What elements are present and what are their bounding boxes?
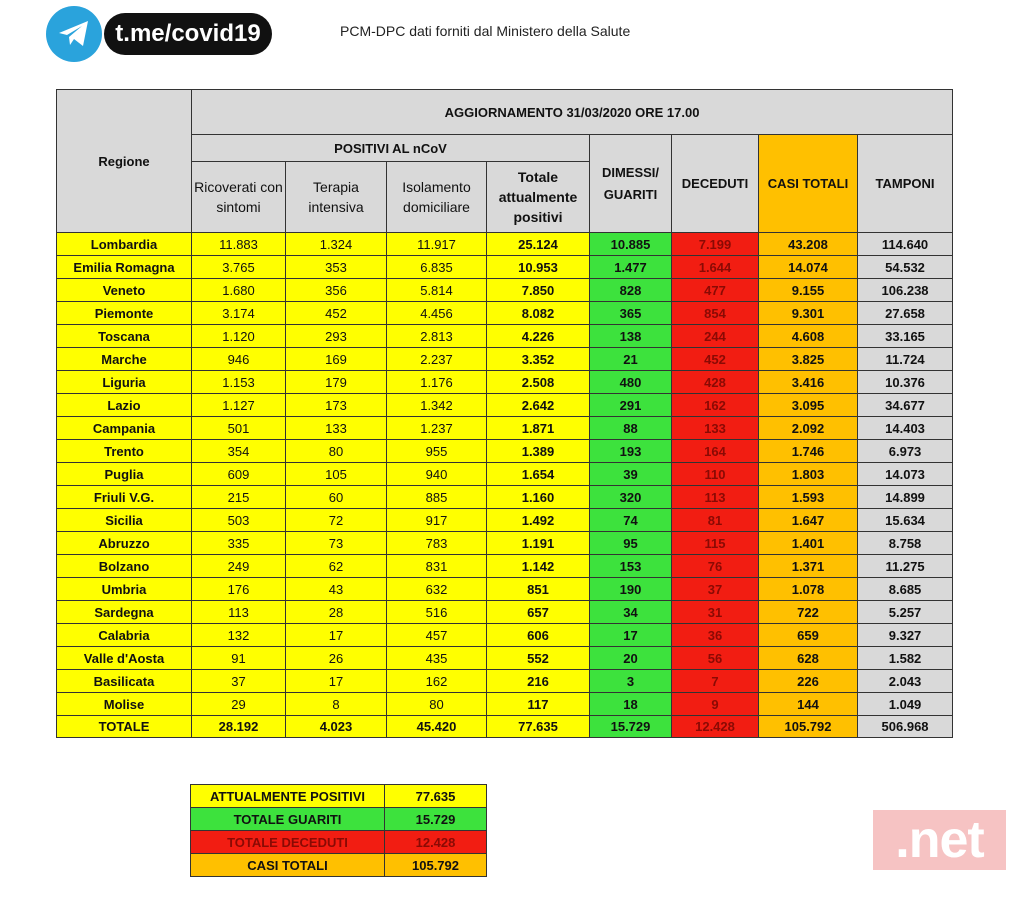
- cell-ricoverati: 1.120: [192, 325, 286, 348]
- cell-tamponi: 11.724: [858, 348, 953, 371]
- cell-deceduti: 36: [672, 624, 759, 647]
- cell-dimessi: 34: [590, 601, 672, 624]
- cell-regione: Emilia Romagna: [57, 256, 192, 279]
- cell-casi-totali: 1.647: [759, 509, 858, 532]
- table-row: [57, 371, 953, 394]
- cell-totale-positivi: 10.953: [487, 256, 590, 279]
- cell-totale-positivi: 216: [487, 670, 590, 693]
- cell-isolamento: 1.176: [387, 371, 487, 394]
- cell-tamponi: 8.758: [858, 532, 953, 555]
- cell-terapia: 105: [286, 463, 387, 486]
- cell-regione: Basilicata: [57, 670, 192, 693]
- cell-deceduti: 1.644: [672, 256, 759, 279]
- cell-totale-positivi: 851: [487, 578, 590, 601]
- cell-casi-totali: 226: [759, 670, 858, 693]
- cell-deceduti: 164: [672, 440, 759, 463]
- cell-terapia: 72: [286, 509, 387, 532]
- summary-value: 105.792: [385, 854, 487, 877]
- total-cell-ricoverati: 28.192: [192, 716, 286, 738]
- cell-deceduti: 115: [672, 532, 759, 555]
- cell-regione: Lombardia: [57, 233, 192, 256]
- channel-handle[interactable]: t.me/covid19: [104, 13, 272, 55]
- table-row: [57, 509, 953, 532]
- total-cell-totale-positivi: 77.635: [487, 716, 590, 738]
- table-row: [57, 578, 953, 601]
- summary-value: 77.635: [385, 785, 487, 808]
- cell-terapia: 80: [286, 440, 387, 463]
- source-caption: PCM-DPC dati forniti dal Ministero della Salute: [340, 23, 631, 39]
- table-row: [57, 693, 953, 716]
- cell-tamponi: 33.165: [858, 325, 953, 348]
- cell-deceduti: 7.199: [672, 233, 759, 256]
- cell-isolamento: 940: [387, 463, 487, 486]
- cell-deceduti: 81: [672, 509, 759, 532]
- cell-totale-positivi: 8.082: [487, 302, 590, 325]
- cell-isolamento: 632: [387, 578, 487, 601]
- cell-isolamento: 6.835: [387, 256, 487, 279]
- summary-value: 12.428: [385, 831, 487, 854]
- cell-regione: Liguria: [57, 371, 192, 394]
- cell-dimessi: 153: [590, 555, 672, 578]
- header-casi-totali: CASI TOTALI: [759, 135, 858, 233]
- cell-dimessi: 828: [590, 279, 672, 302]
- cell-ricoverati: 354: [192, 440, 286, 463]
- table-row: [57, 233, 953, 256]
- cell-ricoverati: 11.883: [192, 233, 286, 256]
- cell-regione: Veneto: [57, 279, 192, 302]
- cell-terapia: 1.324: [286, 233, 387, 256]
- cell-ricoverati: 3.174: [192, 302, 286, 325]
- cell-terapia: 452: [286, 302, 387, 325]
- cell-dimessi: 88: [590, 417, 672, 440]
- cell-casi-totali: 4.608: [759, 325, 858, 348]
- summary-row: [191, 854, 487, 877]
- cell-ricoverati: 113: [192, 601, 286, 624]
- header-positivi-group: POSITIVI AL nCoV: [192, 135, 590, 162]
- cell-deceduti: 9: [672, 693, 759, 716]
- cell-isolamento: 4.456: [387, 302, 487, 325]
- cell-totale-positivi: 1.654: [487, 463, 590, 486]
- cell-terapia: 43: [286, 578, 387, 601]
- cell-deceduti: 428: [672, 371, 759, 394]
- cell-casi-totali: 9.155: [759, 279, 858, 302]
- cell-isolamento: 162: [387, 670, 487, 693]
- header-isolamento: Isolamento domiciliare: [387, 162, 487, 233]
- cell-totale-positivi: 117: [487, 693, 590, 716]
- cell-regione: Molise: [57, 693, 192, 716]
- cell-terapia: 169: [286, 348, 387, 371]
- cell-regione: Sicilia: [57, 509, 192, 532]
- table-row: [57, 647, 953, 670]
- header-deceduti: DECEDUTI: [672, 135, 759, 233]
- header-regione: Regione: [57, 90, 192, 233]
- cell-totale-positivi: 2.642: [487, 394, 590, 417]
- cell-deceduti: 56: [672, 647, 759, 670]
- summary-row: [191, 808, 487, 831]
- watermark: .net: [873, 810, 1006, 870]
- cell-dimessi: 138: [590, 325, 672, 348]
- table-row: [57, 624, 953, 647]
- cell-deceduti: 162: [672, 394, 759, 417]
- cell-casi-totali: 3.416: [759, 371, 858, 394]
- table-row: [57, 555, 953, 578]
- cell-ricoverati: 501: [192, 417, 286, 440]
- covid-data-table: [56, 89, 953, 738]
- cell-tamponi: 14.403: [858, 417, 953, 440]
- cell-isolamento: 435: [387, 647, 487, 670]
- cell-dimessi: 320: [590, 486, 672, 509]
- cell-totale-positivi: 1.871: [487, 417, 590, 440]
- cell-dimessi: 365: [590, 302, 672, 325]
- total-cell-terapia: 4.023: [286, 716, 387, 738]
- cell-casi-totali: 1.078: [759, 578, 858, 601]
- cell-terapia: 356: [286, 279, 387, 302]
- summary-row: [191, 785, 487, 808]
- cell-regione: Trento: [57, 440, 192, 463]
- cell-totale-positivi: 606: [487, 624, 590, 647]
- cell-deceduti: 76: [672, 555, 759, 578]
- cell-dimessi: 74: [590, 509, 672, 532]
- table-row: [57, 532, 953, 555]
- cell-tamponi: 10.376: [858, 371, 953, 394]
- cell-regione: Calabria: [57, 624, 192, 647]
- cell-terapia: 133: [286, 417, 387, 440]
- cell-ricoverati: 215: [192, 486, 286, 509]
- cell-dimessi: 1.477: [590, 256, 672, 279]
- cell-terapia: 62: [286, 555, 387, 578]
- cell-tamponi: 1.049: [858, 693, 953, 716]
- cell-casi-totali: 14.074: [759, 256, 858, 279]
- cell-terapia: 26: [286, 647, 387, 670]
- cell-ricoverati: 29: [192, 693, 286, 716]
- cell-ricoverati: 176: [192, 578, 286, 601]
- cell-ricoverati: 335: [192, 532, 286, 555]
- cell-ricoverati: 1.680: [192, 279, 286, 302]
- cell-deceduti: 113: [672, 486, 759, 509]
- summary-label: CASI TOTALI: [191, 854, 385, 877]
- cell-casi-totali: 3.095: [759, 394, 858, 417]
- total-cell-isolamento: 45.420: [387, 716, 487, 738]
- cell-terapia: 293: [286, 325, 387, 348]
- table-row: [57, 670, 953, 693]
- cell-ricoverati: 1.127: [192, 394, 286, 417]
- cell-casi-totali: 9.301: [759, 302, 858, 325]
- header-terapia: Terapia intensiva: [286, 162, 387, 233]
- cell-isolamento: 1.237: [387, 417, 487, 440]
- cell-terapia: 17: [286, 624, 387, 647]
- summary-value: 15.729: [385, 808, 487, 831]
- total-row: [57, 716, 953, 738]
- header-tamponi: TAMPONI: [858, 135, 953, 233]
- cell-dimessi: 95: [590, 532, 672, 555]
- cell-tamponi: 8.685: [858, 578, 953, 601]
- telegram-logo: [46, 6, 102, 62]
- cell-tamponi: 34.677: [858, 394, 953, 417]
- table-row: [57, 348, 953, 371]
- cell-totale-positivi: 657: [487, 601, 590, 624]
- cell-casi-totali: 2.092: [759, 417, 858, 440]
- cell-totale-positivi: 25.124: [487, 233, 590, 256]
- table-row: [57, 302, 953, 325]
- table-row: [57, 394, 953, 417]
- cell-tamponi: 114.640: [858, 233, 953, 256]
- cell-terapia: 60: [286, 486, 387, 509]
- cell-isolamento: 1.342: [387, 394, 487, 417]
- cell-dimessi: 20: [590, 647, 672, 670]
- cell-totale-positivi: 3.352: [487, 348, 590, 371]
- table-title: AGGIORNAMENTO 31/03/2020 ORE 17.00: [192, 90, 953, 135]
- table-row: [57, 463, 953, 486]
- summary-label: ATTUALMENTE POSITIVI: [191, 785, 385, 808]
- cell-casi-totali: 3.825: [759, 348, 858, 371]
- cell-dimessi: 190: [590, 578, 672, 601]
- cell-regione: Sardegna: [57, 601, 192, 624]
- cell-deceduti: 133: [672, 417, 759, 440]
- cell-isolamento: 885: [387, 486, 487, 509]
- cell-casi-totali: 144: [759, 693, 858, 716]
- table-row: [57, 417, 953, 440]
- cell-ricoverati: 503: [192, 509, 286, 532]
- cell-regione: Toscana: [57, 325, 192, 348]
- cell-isolamento: 5.814: [387, 279, 487, 302]
- cell-regione: Puglia: [57, 463, 192, 486]
- cell-dimessi: 291: [590, 394, 672, 417]
- cell-casi-totali: 43.208: [759, 233, 858, 256]
- total-cell-tamponi: 506.968: [858, 716, 953, 738]
- cell-tamponi: 11.275: [858, 555, 953, 578]
- cell-isolamento: 80: [387, 693, 487, 716]
- cell-dimessi: 18: [590, 693, 672, 716]
- cell-dimessi: 193: [590, 440, 672, 463]
- cell-isolamento: 831: [387, 555, 487, 578]
- telegram-icon: [58, 20, 90, 48]
- table-row: [57, 601, 953, 624]
- summary-table: [190, 784, 487, 877]
- cell-totale-positivi: 1.142: [487, 555, 590, 578]
- cell-terapia: 8: [286, 693, 387, 716]
- cell-dimessi: 10.885: [590, 233, 672, 256]
- table-row: [57, 279, 953, 302]
- cell-totale-positivi: 1.191: [487, 532, 590, 555]
- cell-dimessi: 480: [590, 371, 672, 394]
- cell-tamponi: 2.043: [858, 670, 953, 693]
- cell-casi-totali: 628: [759, 647, 858, 670]
- cell-dimessi: 39: [590, 463, 672, 486]
- cell-deceduti: 854: [672, 302, 759, 325]
- total-cell-dimessi: 15.729: [590, 716, 672, 738]
- cell-regione: Marche: [57, 348, 192, 371]
- cell-regione: Friuli V.G.: [57, 486, 192, 509]
- cell-casi-totali: 1.803: [759, 463, 858, 486]
- table-row: [57, 440, 953, 463]
- cell-tamponi: 6.973: [858, 440, 953, 463]
- cell-regione: Umbria: [57, 578, 192, 601]
- cell-deceduti: 110: [672, 463, 759, 486]
- cell-regione: Valle d'Aosta: [57, 647, 192, 670]
- cell-terapia: 173: [286, 394, 387, 417]
- cell-regione: Campania: [57, 417, 192, 440]
- header-ricoverati: Ricoverati con sintomi: [192, 162, 286, 233]
- cell-totale-positivi: 7.850: [487, 279, 590, 302]
- cell-tamponi: 9.327: [858, 624, 953, 647]
- cell-casi-totali: 1.593: [759, 486, 858, 509]
- cell-isolamento: 2.237: [387, 348, 487, 371]
- cell-deceduti: 477: [672, 279, 759, 302]
- cell-totale-positivi: 1.160: [487, 486, 590, 509]
- cell-casi-totali: 1.371: [759, 555, 858, 578]
- cell-tamponi: 54.532: [858, 256, 953, 279]
- cell-isolamento: 457: [387, 624, 487, 647]
- cell-deceduti: 244: [672, 325, 759, 348]
- cell-ricoverati: 1.153: [192, 371, 286, 394]
- cell-regione: Abruzzo: [57, 532, 192, 555]
- cell-tamponi: 14.073: [858, 463, 953, 486]
- cell-totale-positivi: 552: [487, 647, 590, 670]
- cell-casi-totali: 1.746: [759, 440, 858, 463]
- cell-isolamento: 917: [387, 509, 487, 532]
- cell-tamponi: 14.899: [858, 486, 953, 509]
- cell-totale-positivi: 2.508: [487, 371, 590, 394]
- cell-isolamento: 955: [387, 440, 487, 463]
- total-cell-regione: TOTALE: [57, 716, 192, 738]
- cell-isolamento: 2.813: [387, 325, 487, 348]
- cell-tamponi: 1.582: [858, 647, 953, 670]
- cell-tamponi: 15.634: [858, 509, 953, 532]
- cell-regione: Bolzano: [57, 555, 192, 578]
- table-row: [57, 325, 953, 348]
- cell-isolamento: 783: [387, 532, 487, 555]
- cell-terapia: 28: [286, 601, 387, 624]
- summary-label: TOTALE DECEDUTI: [191, 831, 385, 854]
- cell-ricoverati: 37: [192, 670, 286, 693]
- cell-ricoverati: 609: [192, 463, 286, 486]
- cell-tamponi: 5.257: [858, 601, 953, 624]
- cell-dimessi: 3: [590, 670, 672, 693]
- cell-casi-totali: 1.401: [759, 532, 858, 555]
- cell-regione: Lazio: [57, 394, 192, 417]
- cell-deceduti: 7: [672, 670, 759, 693]
- cell-deceduti: 31: [672, 601, 759, 624]
- cell-isolamento: 11.917: [387, 233, 487, 256]
- cell-isolamento: 516: [387, 601, 487, 624]
- cell-tamponi: 27.658: [858, 302, 953, 325]
- summary-label: TOTALE GUARITI: [191, 808, 385, 831]
- cell-terapia: 353: [286, 256, 387, 279]
- cell-regione: Piemonte: [57, 302, 192, 325]
- cell-ricoverati: 132: [192, 624, 286, 647]
- cell-ricoverati: 249: [192, 555, 286, 578]
- cell-ricoverati: 3.765: [192, 256, 286, 279]
- table-row: [57, 256, 953, 279]
- cell-tamponi: 106.238: [858, 279, 953, 302]
- cell-casi-totali: 659: [759, 624, 858, 647]
- cell-dimessi: 21: [590, 348, 672, 371]
- cell-terapia: 179: [286, 371, 387, 394]
- header-dimessi: DIMESSI/ GUARITI: [590, 135, 672, 233]
- cell-deceduti: 452: [672, 348, 759, 371]
- cell-totale-positivi: 1.389: [487, 440, 590, 463]
- cell-deceduti: 37: [672, 578, 759, 601]
- table-row: [57, 486, 953, 509]
- cell-totale-positivi: 1.492: [487, 509, 590, 532]
- total-cell-deceduti: 12.428: [672, 716, 759, 738]
- total-cell-casi-totali: 105.792: [759, 716, 858, 738]
- cell-dimessi: 17: [590, 624, 672, 647]
- cell-casi-totali: 722: [759, 601, 858, 624]
- summary-row: [191, 831, 487, 854]
- cell-terapia: 73: [286, 532, 387, 555]
- cell-terapia: 17: [286, 670, 387, 693]
- cell-ricoverati: 946: [192, 348, 286, 371]
- header-totale-positivi: Totale attualmente positivi: [487, 162, 590, 233]
- cell-totale-positivi: 4.226: [487, 325, 590, 348]
- cell-ricoverati: 91: [192, 647, 286, 670]
